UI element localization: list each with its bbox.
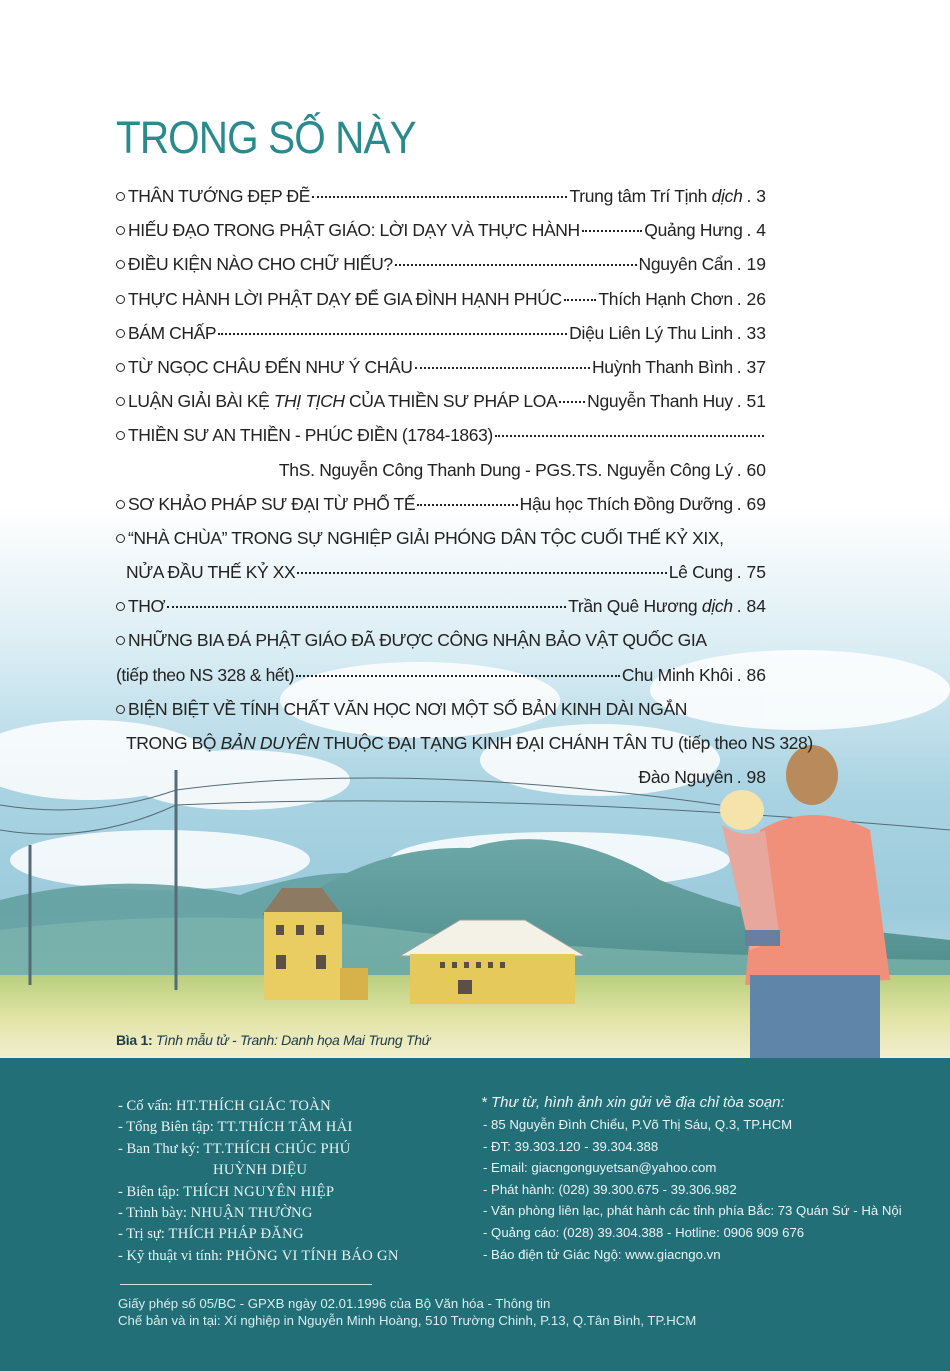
toc-title: HIẾU ĐẠO TRONG PHẬT GIÁO: LỜI DẠY VÀ THỰC HÀNH	[128, 220, 580, 241]
toc-entry[interactable]	[116, 391, 766, 425]
bullet-icon	[116, 705, 125, 714]
staff-row: - Trị sự: THÍCH PHÁP ĐĂNG	[118, 1226, 304, 1243]
toc-title: THÂN TƯỚNG ĐẸP ĐẼ	[128, 186, 310, 206]
bullet-icon	[116, 431, 125, 440]
toc-page: . 69	[736, 493, 766, 514]
bullet-icon	[116, 363, 125, 372]
toc-page: . 26	[736, 288, 766, 309]
toc-page: . 33	[736, 322, 766, 343]
toc-author: Nguyên Cẩn	[638, 254, 733, 275]
toc-author: Hậu học Thích Đồng Dưỡng	[519, 493, 733, 514]
leader-dots	[312, 196, 568, 198]
license-info	[118, 1296, 696, 1329]
toc-title: BIỆN BIỆT VỀ TÍNH CHẤT VĂN HỌC NƠI MỘT SỐ BẢN KINH DÀI NGẮN	[128, 698, 687, 719]
leader-dots	[167, 606, 566, 608]
toc-page: . 19	[736, 254, 766, 275]
toc-page: . 75	[736, 562, 766, 583]
toc-entry[interactable]	[116, 254, 766, 288]
toc-title: THIỀN SƯ AN THIỀN - PHÚC ĐIỀN (1784-1863)	[128, 425, 493, 446]
toc-entry-continuation[interactable]	[116, 665, 766, 699]
toc-entry[interactable]	[116, 699, 766, 733]
toc-page: . 86	[736, 664, 766, 685]
toc-entry[interactable]	[116, 425, 766, 459]
toc-entry-continuation[interactable]	[116, 460, 766, 494]
contact-address: - 85 Nguyễn Đình Chiểu, P.Võ Thị Sáu, Q.3, TP.HCM	[483, 1117, 793, 1132]
cover-caption: Bìa 1: Tình mẫu tử - Tranh: Danh họa Mai Trung Thứ	[116, 1032, 431, 1048]
toc-entry[interactable]	[116, 289, 766, 323]
toc-title-line2: (tiếp theo NS 328 & hết)	[116, 664, 295, 685]
bullet-icon	[116, 192, 125, 201]
toc-entry[interactable]	[116, 186, 766, 220]
toc-author: Nguyễn Thanh Huy	[587, 391, 733, 412]
toc-author: Chu Minh Khôi	[621, 664, 733, 685]
toc-entry[interactable]	[116, 596, 766, 630]
leader-dots	[297, 572, 666, 574]
toc-entry[interactable]	[116, 528, 766, 562]
toc-title: BÁM CHẤP	[128, 322, 217, 343]
leader-dots	[395, 264, 637, 266]
toc-entry[interactable]	[116, 494, 766, 528]
printer-line: Chế bản và in tại: Xí nghiệp in Nguyễn Minh Hoàng, 510 Trường Chinh, P.13, Q.Tân Bình, TP.HCM	[118, 1312, 697, 1328]
toc-page: . 4	[746, 220, 766, 241]
contact-advertising: - Quảng cáo: (028) 39.304.388 - Hotline: 0906 909 676	[483, 1224, 805, 1240]
staff-row: HUỲNH DIỆU	[213, 1162, 308, 1179]
toc-author: Trần Quê Hương dịch	[568, 596, 733, 617]
table-of-contents	[116, 186, 813, 801]
leader-dots	[415, 367, 590, 369]
toc-entry-continuation[interactable]	[116, 767, 766, 801]
leader-dots	[495, 435, 764, 437]
bullet-icon	[116, 534, 125, 543]
toc-title-line2: TRONG BỘ BẢN DUYÊN THUỘC ĐẠI TẠNG KINH ĐẠI CHÁNH TÂN TU (tiếp theo NS 328)	[126, 733, 813, 753]
toc-title: SƠ KHẢO PHÁP SƯ ĐẠI TỪ PHỔ TẾ	[128, 493, 416, 514]
toc-title-line2: NỬA ĐẦU THẾ KỶ XX	[126, 562, 296, 583]
bullet-icon	[116, 295, 125, 304]
toc-page: . 3	[746, 186, 766, 206]
page-title: TRONG SỐ NÀY	[116, 112, 416, 163]
bullet-icon	[116, 602, 125, 611]
leader-dots	[582, 230, 643, 232]
license-line: Giấy phép số 05/BC - GPXB ngày 02.01.1996 của Bộ Văn hóa - Thông tin	[118, 1296, 551, 1311]
toc-page: . 37	[736, 356, 766, 377]
toc-title: NHỮNG BIA ĐÁ PHẬT GIÁO ĐÃ ĐƯỢC CÔNG NHẬN BẢO VẬT QUỐC GIA	[128, 630, 707, 651]
staff-row: - Cố vấn: HT.THÍCH GIÁC TOÀN	[118, 1098, 331, 1114]
toc-author: ThS. Nguyễn Công Thanh Dung - PGS.TS. Nguyễn Công Lý	[278, 459, 733, 480]
bullet-icon	[116, 397, 125, 406]
staff-row: - Ban Thư ký: TT.THÍCH CHÚC PHÚ	[118, 1140, 351, 1157]
toc-author: Diệu Liên Lý Thu Linh	[569, 322, 733, 343]
toc-entry-continuation[interactable]	[116, 733, 813, 767]
toc-title: THƠ	[128, 596, 166, 617]
toc-page: . 60	[736, 459, 766, 480]
contact-email[interactable]: - Email: giacngonguyetsan@yahoo.com	[483, 1160, 717, 1176]
contact-heading: * Thư từ, hình ảnh xin gửi về địa chỉ tòa soạn:	[481, 1094, 785, 1111]
leader-dots	[564, 299, 597, 301]
toc-title: THỰC HÀNH LỜI PHẬT DẠY ĐỂ GIA ĐÌNH HẠNH PHÚC	[128, 288, 562, 309]
toc-page: . 98	[736, 767, 766, 788]
toc-title: “NHÀ CHÙA” TRONG SỰ NGHIỆP GIẢI PHÓNG DÂN TỘC CUỐI THẾ KỶ XIX,	[128, 527, 724, 548]
toc-title: LUẬN GIẢI BÀI KỆ THỊ TỊCH CỦA THIỀN SƯ PHÁP LOA	[128, 391, 558, 412]
bullet-icon	[116, 260, 125, 269]
contact-info	[481, 1092, 902, 1265]
bullet-icon	[116, 226, 125, 235]
toc-author: Quảng Hưng	[644, 220, 743, 241]
toc-author: Huỳnh Thanh Bình	[591, 356, 733, 377]
contact-distribution: - Phát hành: (028) 39.300.675 - 39.306.982	[483, 1181, 737, 1197]
divider	[120, 1284, 372, 1285]
toc-entry[interactable]	[116, 630, 766, 664]
toc-title: ĐIỀU KIỆN NÀO CHO CHỮ HIẾU?	[128, 254, 393, 275]
leader-dots	[218, 333, 567, 335]
toc-author: Đào Nguyên	[638, 767, 733, 788]
toc-author: Trung tâm Trí Tịnh dịch	[569, 186, 743, 206]
toc-page: . 51	[736, 391, 766, 412]
bullet-icon	[116, 329, 125, 338]
toc-entry[interactable]	[116, 357, 766, 391]
contact-website[interactable]: - Báo điện tử Giác Ngộ: www.giacngo.vn	[483, 1246, 721, 1262]
contact-phone: - ĐT: 39.303.120 - 39.304.388	[483, 1138, 659, 1154]
leader-dots	[559, 401, 585, 403]
leader-dots	[417, 504, 518, 506]
toc-entry-continuation[interactable]	[116, 562, 766, 596]
contact-north-office: - Văn phòng liên lạc, phát hành các tỉnh phía Bắc: 73 Quán Sứ - Hà Nội	[483, 1203, 902, 1219]
masthead-footer	[0, 1058, 950, 1371]
staff-list	[118, 1096, 399, 1267]
bullet-icon	[116, 500, 125, 509]
staff-row: - Trình bày: NHUẬN THƯỜNG	[118, 1205, 313, 1222]
bullet-icon	[116, 636, 125, 645]
toc-author: Lê Cung	[668, 562, 733, 583]
toc-page: . 84	[736, 596, 766, 617]
staff-row: - Kỹ thuật vi tính: PHÒNG VI TÍNH BÁO GN	[118, 1247, 399, 1264]
toc-entry[interactable]	[116, 323, 766, 357]
toc-title: TỪ NGỌC CHÂU ĐẾN NHƯ Ý CHÂU	[128, 356, 413, 377]
staff-row: - Tổng Biên tập: TT.THÍCH TÂM HẢI	[118, 1119, 353, 1136]
toc-author: Thích Hạnh Chơn	[598, 288, 733, 309]
toc-entry[interactable]	[116, 220, 766, 254]
staff-row: - Biên tập: THÍCH NGUYÊN HIỆP	[118, 1183, 335, 1200]
leader-dots	[296, 675, 620, 677]
